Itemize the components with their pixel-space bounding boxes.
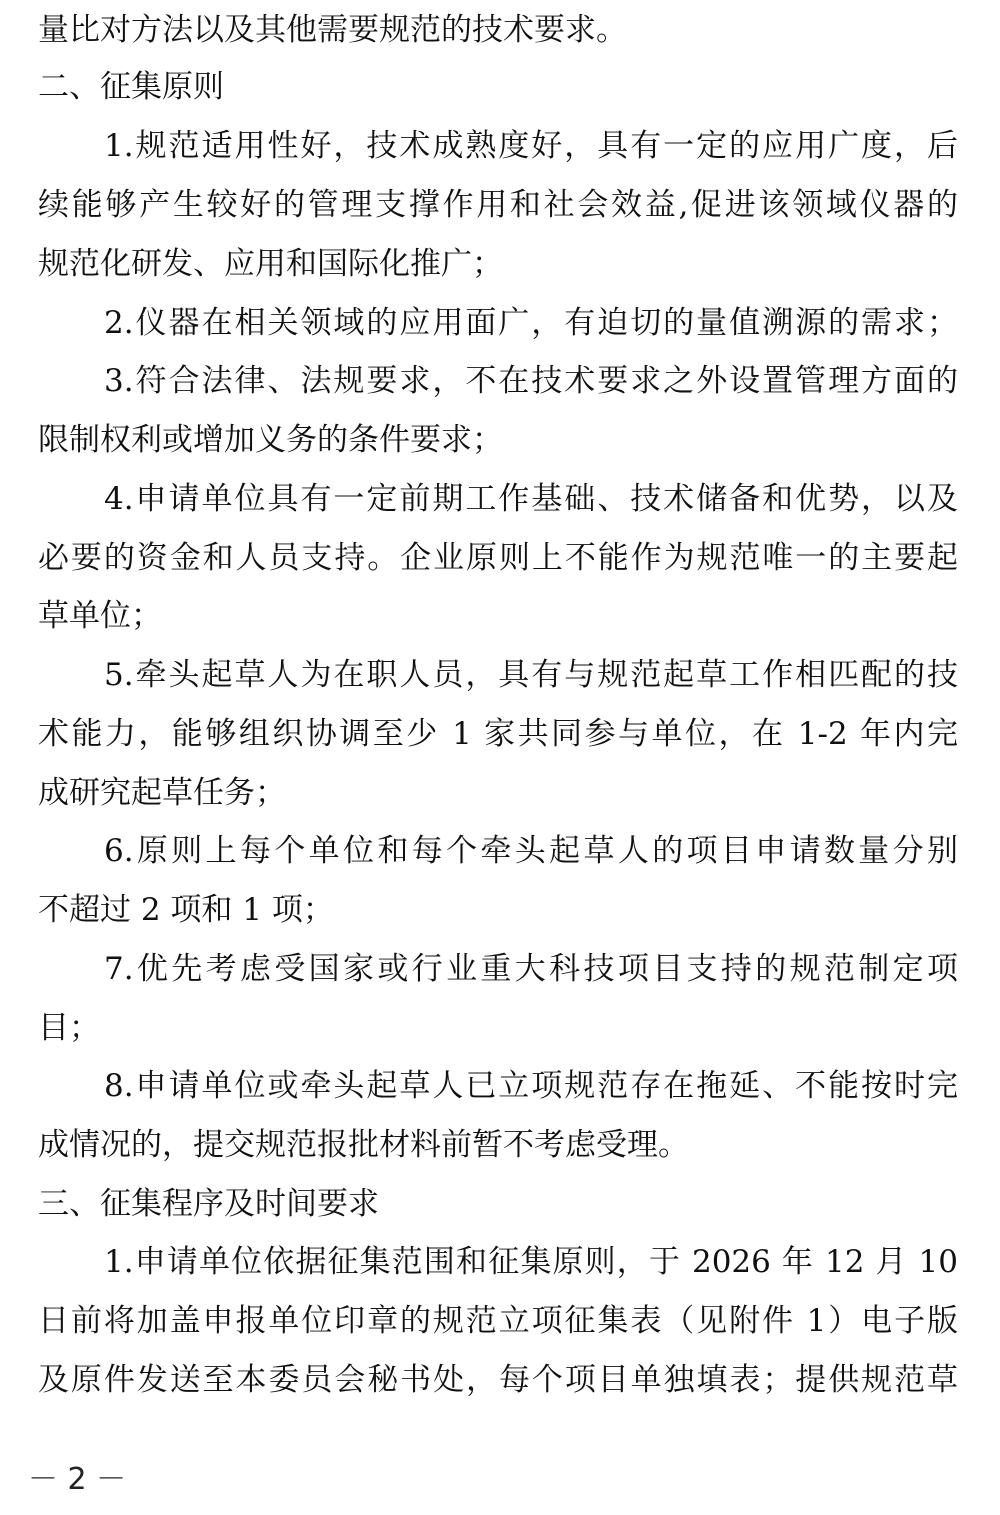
text-line: 1.规范适用性好，技术成熟度好，具有一定的应用广度，后: [104, 128, 958, 164]
text-line: 术能力，能够组织协调至少 1 家共同参与单位，在 1-2 年内完: [38, 716, 958, 752]
text-line: 必要的资金和人员支持。企业原则上不能作为规范唯一的主要起: [38, 540, 958, 576]
page-number: － 2 －: [28, 1462, 127, 1497]
text-line: 7.优先考虑受国家或行业重大科技项目支持的规范制定项: [104, 951, 958, 987]
text-line: 成情况的，提交规范报批材料前暂不考虑受理。: [38, 1127, 689, 1163]
text-line: 2.仪器在相关领域的应用面广，有迫切的量值溯源的需求；: [104, 305, 958, 341]
text-line: 成研究起草任务；: [38, 775, 286, 811]
text-line: 规范化研发、应用和国际化推广；: [38, 246, 503, 282]
text-line: 1.申请单位依据征集范围和征集原则，于 2026 年 12 月 10: [104, 1244, 958, 1280]
text-line: 5.牵头起草人为在职人员，具有与规范起草工作相匹配的技: [104, 657, 958, 693]
text-line: 8.申请单位或牵头起草人已立项规范存在拖延、不能按时完: [104, 1068, 958, 1104]
section-heading: 二、征集原则: [38, 69, 224, 105]
text-line: 量比对方法以及其他需要规范的技术要求。: [38, 12, 627, 48]
text-line: 目；: [38, 1010, 100, 1046]
text-line: 6.原则上每个单位和每个牵头起草人的项目申请数量分别: [104, 833, 958, 869]
text-line: 不超过 2 项和 1 项；: [38, 892, 334, 928]
section-heading: 三、征集程序及时间要求: [38, 1186, 379, 1222]
text-line: 3.符合法律、法规要求，不在技术要求之外设置管理方面的: [104, 363, 958, 399]
text-line: 草单位；: [38, 598, 162, 634]
text-line: 4.申请单位具有一定前期工作基础、技术储备和优势，以及: [104, 481, 958, 517]
text-line: 限制权利或增加义务的条件要求；: [38, 422, 503, 458]
text-line: 及原件发送至本委员会秘书处，每个项目单独填表；提供规范草: [38, 1362, 958, 1398]
text-line: 日前将加盖申报单位印章的规范立项征集表（见附件 1）电子版: [38, 1303, 958, 1339]
text-line: 续能够产生较好的管理支撑作用和社会效益,促进该领域仪器的: [38, 187, 958, 223]
